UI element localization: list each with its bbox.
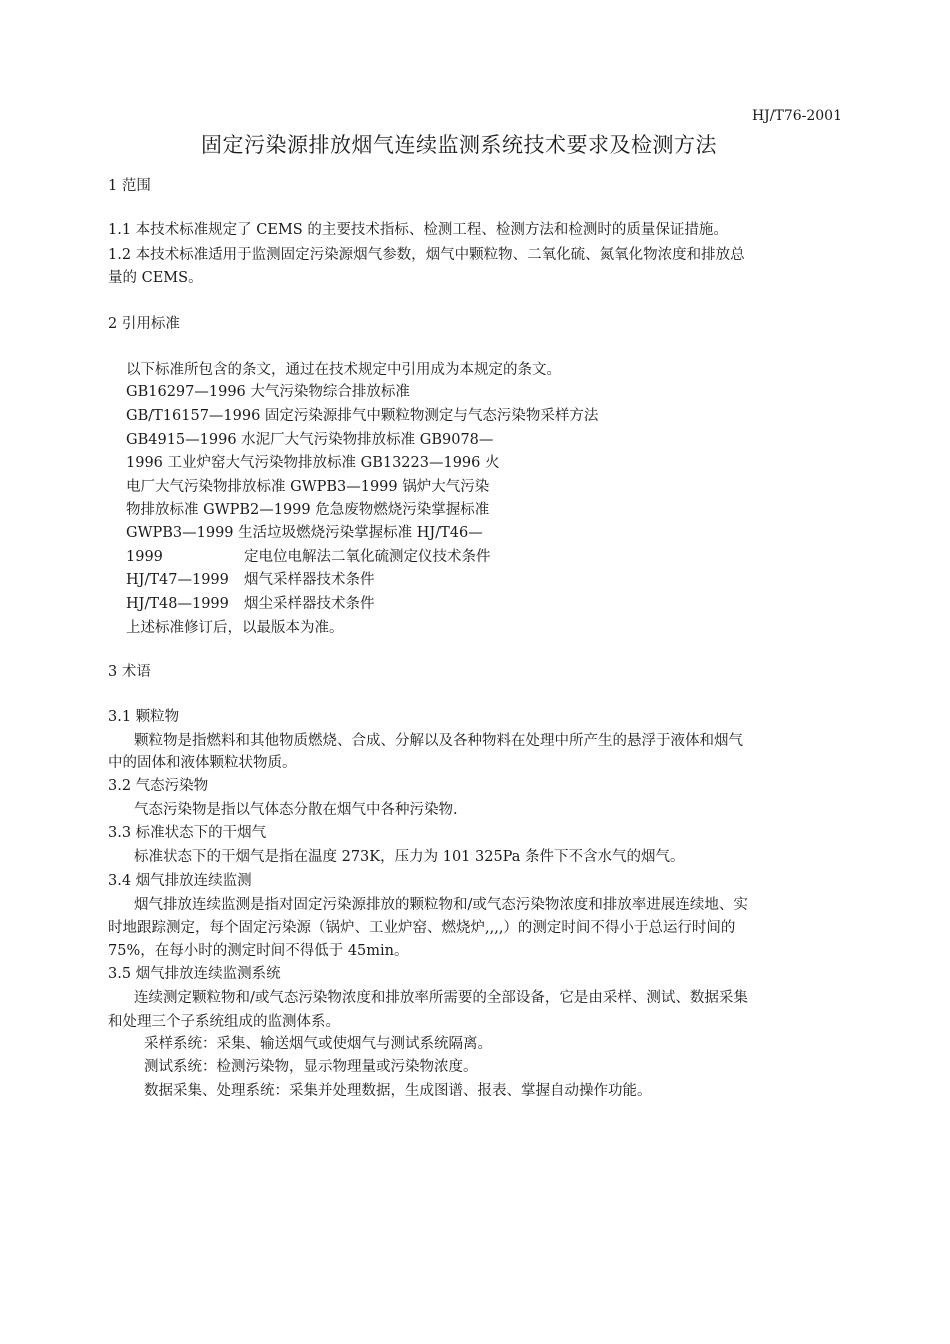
reference-intro: 以下标准所包含的条文，通过在技术规定中引用成为本规定的条文。 <box>126 362 561 378</box>
reference-code: HJ/T47—1999 <box>126 572 229 588</box>
reference-code: HJ/T48—1999 <box>126 596 229 612</box>
reference-description: 烟尘采样器技术条件 <box>244 596 375 612</box>
document-title: 固定污染源排放烟气连续监测系统技术要求及检测方法 <box>201 133 717 157</box>
reference-row <box>126 570 375 590</box>
clause-1-2-line1: 1.2 本技术标准适用于监测固定污染源烟气参数，烟气中颗粒物、二氧化硫、氮氧化物浓度和排放总 <box>108 247 745 263</box>
term-3-3-line1: 标准状态下的干烟气是指在温度 273K，压力为 101 325Pa 条件下不含水气的烟气。 <box>134 849 685 865</box>
reference-row <box>126 547 491 567</box>
reference-line: 1996 工业炉窑大气污染物排放标准 GB13223—1996 火 <box>126 455 500 471</box>
reference-line: GWPB3—1999 生活垃圾燃烧污染掌握标准 HJ/T46— <box>126 525 483 541</box>
term-3-4-line1: 烟气排放连续监测是指对固定污染源排放的颗粒物和/或气态污染物浓度和排放率进展连续地、实 <box>134 897 748 913</box>
section-2-heading: 2 引用标准 <box>108 316 180 332</box>
reference-closing: 上述标准修订后，以最版本为准。 <box>126 620 344 636</box>
reference-line: GB/T16157—1996 固定污染源排气中颗粒物测定与气态污染物采样方法 <box>126 408 599 424</box>
term-3-1-line2: 中的固体和液体颗粒状物质。 <box>108 755 297 771</box>
reference-description: 烟气采样器技术条件 <box>244 572 375 588</box>
clause-1-1: 1.1 本技术标准规定了 CEMS 的主要技术指标、检测工程、检测方法和检测时的质量保证措施。 <box>108 222 728 238</box>
term-3-5-heading: 3.5 烟气排放连续监测系统 <box>108 966 281 982</box>
term-3-1-heading: 3.1 颗粒物 <box>108 709 180 725</box>
reference-line: GB16297—1996 大气污染物综合排放标准 <box>126 384 410 400</box>
subsystem-testing: 测试系统：检测污染物，显示物理量或污染物浓度。 <box>144 1059 478 1075</box>
term-3-4-heading: 3.4 烟气排放连续监测 <box>108 873 252 889</box>
subsystem-data-processing: 数据采集、处理系统：采集并处理数据，生成图谱、报表、掌握自动操作功能。 <box>144 1083 652 1099</box>
term-3-2-heading: 3.2 气态污染物 <box>108 778 209 794</box>
reference-row <box>126 594 375 614</box>
subsystem-sampling: 采样系统：采集、输送烟气或使烟气与测试系统隔离。 <box>144 1036 492 1052</box>
term-3-5-line2: 和处理三个子系统组成的监测体系。 <box>108 1014 340 1030</box>
section-1-heading: 1 范围 <box>108 178 151 194</box>
reference-line: 电厂大气污染物排放标准 GWPB3—1999 锅炉大气污染 <box>126 479 490 495</box>
term-3-2-line1: 气态污染物是指以气体态分散在烟气中各种污染物. <box>134 802 458 818</box>
term-3-4-line2: 时地跟踪测定，每个固定污染源（锅炉、工业炉窑、燃烧炉,,,,）的测定时间不得小于总运行时间的 <box>108 920 736 936</box>
reference-line: GB4915—1996 水泥厂大气污染物排放标准 GB9078— <box>126 432 494 448</box>
term-3-3-heading: 3.3 标准状态下的干烟气 <box>108 825 267 841</box>
reference-line: 物排放标准 GWPB2—1999 危急废物燃烧污染掌握标准 <box>126 502 490 518</box>
reference-description: 定电位电解法二氧化硫测定仪技术条件 <box>244 549 491 565</box>
clause-1-2-line2: 量的 CEMS。 <box>108 270 203 286</box>
term-3-1-line1: 颗粒物是指燃料和其他物质燃烧、合成、分解以及各种物料在处理中所产生的悬浮于液体和烟气 <box>134 733 743 749</box>
section-3-heading: 3 术语 <box>108 664 151 680</box>
reference-code: 1999 <box>126 549 163 565</box>
term-3-5-line1: 连续测定颗粒物和/或气态污染物浓度和排放率所需要的全部设备，它是由采样、测试、数据采集 <box>134 990 748 1006</box>
document-code: HJ/T76-2001 <box>751 108 842 124</box>
term-3-4-line3: 75%，在每小时的测定时间不得低于 45min。 <box>108 943 409 959</box>
